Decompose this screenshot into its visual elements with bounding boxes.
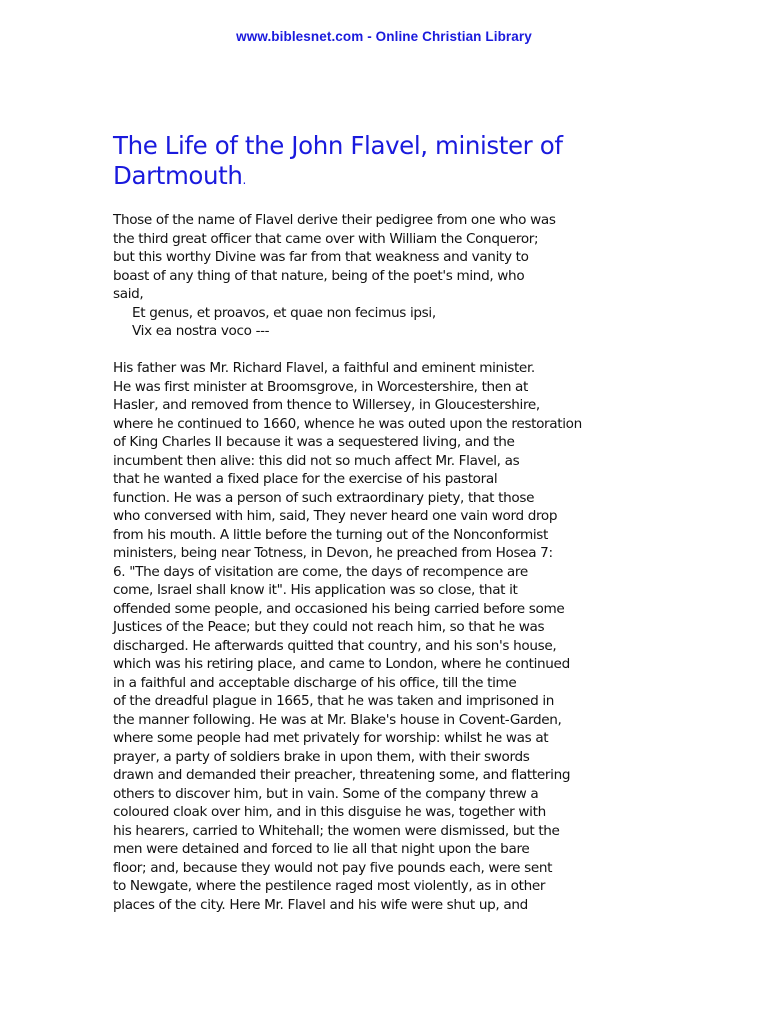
text-line: where he continued to 1660, whence he was outed upon the restoration xyxy=(113,415,582,432)
text-line: Those of the name of Flavel derive their pedigree from one who was xyxy=(113,212,556,228)
text-line: of King Charles II because it was a sequestered living, and the xyxy=(113,434,515,450)
text-line: from his mouth. A little before the turning out of the Nonconformist xyxy=(113,526,548,543)
text-line: in a faithful and acceptable discharge of his office, till the time xyxy=(113,674,517,691)
text-line: said, xyxy=(113,286,144,302)
paragraph-gap xyxy=(113,341,673,360)
text-line: where some people had met privately for worship: whilst he was at xyxy=(113,730,549,746)
paragraph-father xyxy=(113,359,673,914)
text-line: floor; and, because they would not pay five pounds each, were sent xyxy=(113,859,553,876)
text-line: boast of any thing of that nature, being of the poet's mind, who xyxy=(113,267,525,284)
text-line: who conversed with him, said, They never heard one vain word drop xyxy=(113,508,558,524)
text-line: function. He was a person of such extraordinary piety, that those xyxy=(113,489,535,506)
text-line: which was his retiring place, and came to London, where he continued xyxy=(113,656,570,672)
text-line: to Newgate, where the pestilence raged most violently, as in other xyxy=(113,878,546,894)
text-line: his hearers, carried to Whitehall; the women were dismissed, but the xyxy=(113,822,560,839)
quote-line: Vix ea nostra voco --- xyxy=(132,323,270,339)
text-line: coloured cloak over him, and in this disguise he was, together with xyxy=(113,804,546,820)
paragraph-pedigree xyxy=(113,211,673,304)
text-line: men were detained and forced to lie all that night upon the bare xyxy=(113,841,530,857)
text-line: offended some people, and occasioned his being carried before some xyxy=(113,600,565,617)
text-line: the manner following. He was at Mr. Blake's house in Covent-Garden, xyxy=(113,711,562,728)
text-line: places of the city. Here Mr. Flavel and his wife were shut up, and xyxy=(113,896,528,913)
text-line: incumbent then alive: this did not so much affect Mr. Flavel, as xyxy=(113,452,520,469)
text-line: come, Israel shall know it". His application was so close, that it xyxy=(113,582,518,598)
text-line: He was first minister at Broomsgrove, in Worcestershire, then at xyxy=(113,378,529,395)
title-trailing-dot: . xyxy=(242,173,246,187)
text-line: Justices of the Peace; but they could not reach him, so that he was xyxy=(113,619,545,635)
text-line: 6. "The days of visitation are come, the days of recompence are xyxy=(113,563,528,580)
text-line: drawn and demanded their preacher, threatening some, and flattering xyxy=(113,767,571,783)
text-line: discharged. He afterwards quitted that country, and his son's house, xyxy=(113,637,557,654)
text-line: ministers, being near Totness, in Devon, he preached from Hosea 7: xyxy=(113,545,553,561)
text-line: Hasler, and removed from thence to Willersey, in Gloucestershire, xyxy=(113,397,540,413)
text-line: prayer, a party of soldiers brake in upon them, with their swords xyxy=(113,748,530,765)
text-line: of the dreadful plague in 1665, that he was taken and imprisoned in xyxy=(113,693,555,709)
quote-line: Et genus, et proavos, et quae non fecimus ipsi, xyxy=(132,304,436,321)
text-line: the third great officer that came over with William the Conqueror; xyxy=(113,230,539,247)
page-title xyxy=(113,131,673,195)
site-header-link[interactable]: www.biblesnet.com - Online Christian Library xyxy=(236,29,532,44)
text-line: His father was Mr. Richard Flavel, a faithful and eminent minister. xyxy=(113,360,535,376)
text-line: but this worthy Divine was far from that weakness and vanity to xyxy=(113,249,529,265)
title-text: The Life of the John Flavel, minister of Dartmouth xyxy=(113,131,563,190)
text-line: others to discover him, but in vain. Some of the company threw a xyxy=(113,785,539,802)
latin-quote xyxy=(113,304,673,341)
text-line: that he wanted a fixed place for the exercise of his pastoral xyxy=(113,471,498,487)
article-body xyxy=(113,211,673,914)
